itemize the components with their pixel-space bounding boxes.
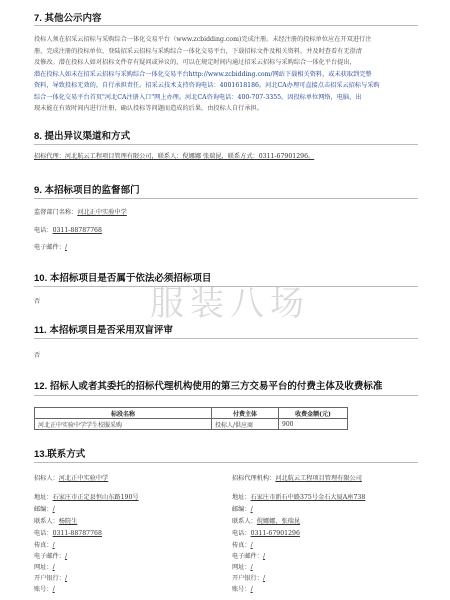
section-8-title: 8. 提出异议渠道和方式 <box>34 131 131 142</box>
contact-field <box>232 552 265 562</box>
field-value: / <box>52 542 55 549</box>
field-value: 石家庄市正定县恒山东路190号 <box>52 494 139 501</box>
fee-table <box>34 407 348 430</box>
fee-table-header <box>35 408 348 419</box>
section-9-title: 9. 本招标项目的监督部门 <box>34 185 140 196</box>
contact-field <box>34 541 55 551</box>
cell-fee-amount: 900 <box>279 419 348 430</box>
section-10-title: 10. 本招标项目是否属于依法必须招标项目 <box>34 273 212 284</box>
field-value: 杨院生 <box>58 518 78 525</box>
field-value: / <box>64 575 68 582</box>
supervisor-phone-label: 电话： <box>34 227 53 234</box>
divider <box>34 25 418 26</box>
field-label: 招标人： <box>34 475 59 482</box>
objection-channel-text: 招标代理：河北航云工程项目管理有限公司，联系人：倪娜娜 张瑞昆，联系方式：0311-67901296。 <box>34 153 315 160</box>
divider <box>34 338 418 339</box>
section-7-line: 现未能在有效时间内进行注册，确认投标等问题而造成的后果，由投标人自行承担。 <box>34 105 263 112</box>
section-7-line: 综合一体化交易平台首页"河北CA注册入口"网上办理。河北CA咨询电话：400-707-3355。因投标单位网络，电脑，出 <box>34 93 362 101</box>
contact-field <box>34 529 102 539</box>
field-value: 河北正中实验中学 <box>58 475 109 482</box>
field-value: 河北航云工程项目管理有限公司 <box>275 475 362 482</box>
field-label: 邮编： <box>232 506 251 513</box>
field-label: 网址： <box>232 564 251 571</box>
section-7-line: 及修改。潜在投标人如对招标文件存有疑问或异议的，可以在规定时间内通过招采云招标与采购综合一体化平台提出， <box>34 59 356 66</box>
table-row <box>35 419 348 430</box>
supervisor-dept-label: 监督部门名称： <box>34 209 78 216</box>
supervisor-email-value: / <box>64 244 68 251</box>
supervisor-email-label: 电子邮件： <box>34 244 65 251</box>
divider <box>34 395 418 396</box>
contact-field <box>34 493 139 503</box>
field-value: 石家庄市新石中路375号金石大厦A座738 <box>250 494 366 501</box>
contact-field <box>232 574 265 584</box>
field-label: 电话： <box>232 530 251 537</box>
divider <box>34 462 418 463</box>
supervisor-email <box>34 243 67 253</box>
contact-field <box>232 517 300 527</box>
field-value: 倪娜娜，张瑞昆 <box>256 518 301 525</box>
contact-field <box>232 585 253 595</box>
contact-field <box>232 493 365 503</box>
field-value: 0311-67901296 <box>250 530 300 537</box>
contact-field <box>232 563 253 573</box>
section-7-line: 资料，导致投标无效的，自行承担责任。招采云技术支持咨询电话：4001618186。河北CA办理可直接点击招采云招标与采购 <box>34 82 380 89</box>
field-label: 电话： <box>34 530 53 537</box>
contact-field <box>34 585 55 595</box>
field-value: / <box>262 575 266 582</box>
section-10-answer: 否 <box>34 298 41 305</box>
contact-field <box>34 552 67 562</box>
header-payer: 付费主体 <box>212 408 279 419</box>
supervisor-dept-value: 河北正中实验中学 <box>77 209 127 216</box>
section-7-line: 投标人须在招采云招标与采购综合一体化交易平台（www.zcbidding.com)完成注册。未经注册的投标单位应在开双进行注 <box>34 36 372 43</box>
contact-field <box>34 474 108 484</box>
field-value: / <box>52 586 55 593</box>
section-11-title: 11. 本招标项目是否采用双盲评审 <box>34 325 173 336</box>
field-value: 0311-88787768 <box>52 530 102 537</box>
watermark: 服装八场 <box>150 284 310 324</box>
divider <box>34 144 418 145</box>
field-value: / <box>52 564 55 571</box>
field-label: 联系人： <box>232 518 257 525</box>
contact-field <box>232 474 362 484</box>
header-fee-amount: 收费金额(元) <box>279 408 348 419</box>
cell-lot-name: 河北正中实验中学学生校服采购 <box>35 419 212 430</box>
field-label: 地址： <box>34 494 53 501</box>
divider <box>34 198 418 199</box>
supervisor-dept <box>34 208 127 218</box>
field-value: / <box>250 506 253 513</box>
contact-field <box>232 505 253 515</box>
field-label: 招标代理机构： <box>232 475 276 482</box>
field-label: 联系人： <box>34 518 59 525</box>
section-7-line: 潜在投标人如未在招采云招标与采购综合一体化交易平台http://www.zcbidding.com/网站下载相关资料，或未获取到完整 <box>34 70 372 78</box>
section-11-answer: 否 <box>34 352 41 359</box>
section-7-title: 7. 其他公示内容 <box>34 13 102 24</box>
contact-field <box>34 505 55 515</box>
field-value: / <box>262 553 266 560</box>
field-label: 地址： <box>232 494 251 501</box>
field-value: / <box>52 506 55 513</box>
field-label: 邮编： <box>34 506 53 513</box>
field-label: 电子邮件： <box>34 553 65 560</box>
section-13-title: 13.联系方式 <box>34 449 86 460</box>
field-label: 电子邮件： <box>232 553 263 560</box>
field-label: 网址： <box>34 564 53 571</box>
field-value: / <box>250 542 253 549</box>
contact-field <box>232 541 253 551</box>
contact-field <box>34 574 67 584</box>
field-label: 账号： <box>34 586 53 593</box>
cell-payer: 投标人/供应商 <box>212 419 279 430</box>
field-label: 传真： <box>232 542 251 549</box>
field-value: / <box>250 586 253 593</box>
supervisor-phone <box>34 226 102 236</box>
field-value: / <box>64 553 68 560</box>
section-7-line: 册，完成注册的投标单位，登陆招采云招标与采购综合一体化交易平台，下载招标文件及相关资料，并及时查看有无澄清 <box>34 47 362 55</box>
field-label: 开户银行： <box>232 575 263 582</box>
contact-field <box>34 517 77 527</box>
field-label: 传真： <box>34 542 53 549</box>
section-12-title: 12. 招标人或者其委托的招标代理机构使用的第三方交易平台的付费主体及收费标准 <box>34 381 383 392</box>
contact-field <box>34 563 55 573</box>
field-label: 开户银行： <box>34 575 65 582</box>
field-value: / <box>250 564 253 571</box>
field-label: 账号： <box>232 586 251 593</box>
contact-field <box>232 529 300 539</box>
header-lot-name: 标段名称 <box>35 408 212 419</box>
supervisor-phone-value: 0311-88787768 <box>52 227 102 234</box>
section-7-body <box>34 34 418 115</box>
